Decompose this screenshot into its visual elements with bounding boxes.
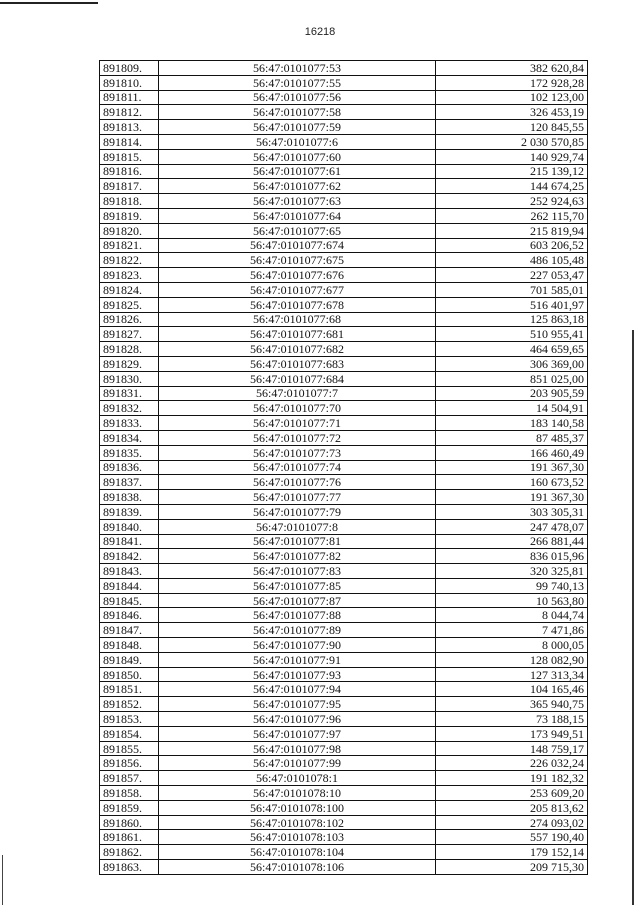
table-row — [100, 638, 588, 653]
cadastral-value-cell: 486 105,48 — [436, 253, 588, 268]
table-row — [100, 845, 588, 860]
table-row — [100, 164, 588, 179]
cadastral-number-cell: 56:47:0101078:1 — [159, 771, 436, 786]
row-number-cell: 891855. — [100, 741, 159, 756]
cadastral-value-cell: 2 030 570,85 — [436, 134, 588, 149]
table-body — [100, 61, 588, 875]
cadastral-value-cell: 191 182,32 — [436, 771, 588, 786]
cadastral-value-cell: 102 123,00 — [436, 90, 588, 105]
table-row — [100, 771, 588, 786]
row-number-cell: 891818. — [100, 194, 159, 209]
row-number-cell: 891860. — [100, 815, 159, 830]
row-number-cell: 891828. — [100, 342, 159, 357]
row-number-cell: 891816. — [100, 164, 159, 179]
cadastral-number-cell: 56:47:0101077:53 — [159, 61, 436, 76]
cadastral-number-cell: 56:47:0101077:59 — [159, 120, 436, 135]
row-number-cell: 891825. — [100, 297, 159, 312]
table-row — [100, 401, 588, 416]
table-row — [100, 697, 588, 712]
table-row — [100, 268, 588, 283]
cadastral-value-cell: 320 325,81 — [436, 564, 588, 579]
table-row — [100, 356, 588, 371]
cadastral-number-cell: 56:47:0101078:10 — [159, 786, 436, 801]
row-number-cell: 891824. — [100, 282, 159, 297]
table-row — [100, 297, 588, 312]
cadastral-value-cell: 247 478,07 — [436, 519, 588, 534]
row-number-cell: 891836. — [100, 460, 159, 475]
cadastral-value-cell: 104 165,46 — [436, 682, 588, 697]
table-row — [100, 593, 588, 608]
cadastral-number-cell: 56:47:0101077:58 — [159, 105, 436, 120]
table-row — [100, 371, 588, 386]
row-number-cell: 891811. — [100, 90, 159, 105]
cadastral-value-cell: 160 673,52 — [436, 475, 588, 490]
cadastral-value-cell: 148 759,17 — [436, 741, 588, 756]
row-number-cell: 891846. — [100, 608, 159, 623]
row-number-cell: 891817. — [100, 179, 159, 194]
cadastral-number-cell: 56:47:0101077:70 — [159, 401, 436, 416]
cadastral-number-cell: 56:47:0101077:7 — [159, 386, 436, 401]
cadastral-number-cell: 56:47:0101077:60 — [159, 149, 436, 164]
row-number-cell: 891862. — [100, 845, 159, 860]
cadastral-number-cell: 56:47:0101077:61 — [159, 164, 436, 179]
cadastral-number-cell: 56:47:0101077:76 — [159, 475, 436, 490]
cadastral-value-cell: 127 313,34 — [436, 667, 588, 682]
table-row — [100, 860, 588, 875]
table-row — [100, 416, 588, 431]
table-row — [100, 682, 588, 697]
row-number-cell: 891850. — [100, 667, 159, 682]
cadastral-number-cell: 56:47:0101077:90 — [159, 638, 436, 653]
cadastral-value-cell: 172 928,28 — [436, 75, 588, 90]
table-row — [100, 223, 588, 238]
cadastral-value-cell: 557 190,40 — [436, 830, 588, 845]
row-number-cell: 891820. — [100, 223, 159, 238]
cadastral-number-cell: 56:47:0101077:676 — [159, 268, 436, 283]
table-row — [100, 134, 588, 149]
cadastral-number-cell: 56:47:0101077:6 — [159, 134, 436, 149]
cadastral-value-cell: 252 924,63 — [436, 194, 588, 209]
row-number-cell: 891842. — [100, 549, 159, 564]
table-row — [100, 490, 588, 505]
page-number: 16218 — [304, 26, 336, 38]
row-number-cell: 891856. — [100, 756, 159, 771]
cadastral-number-cell: 56:47:0101077:675 — [159, 253, 436, 268]
cadastral-number-cell: 56:47:0101077:79 — [159, 504, 436, 519]
cadastral-value-cell: 144 674,25 — [436, 179, 588, 194]
cadastral-value-cell: 191 367,30 — [436, 460, 588, 475]
cadastral-value-cell: 140 929,74 — [436, 149, 588, 164]
cadastral-value-cell: 73 188,15 — [436, 712, 588, 727]
row-number-cell: 891845. — [100, 593, 159, 608]
row-number-cell: 891863. — [100, 860, 159, 875]
cadastral-number-cell: 56:47:0101077:97 — [159, 726, 436, 741]
cadastral-number-cell: 56:47:0101077:83 — [159, 564, 436, 579]
cadastral-number-cell: 56:47:0101077:73 — [159, 445, 436, 460]
table-row — [100, 830, 588, 845]
cadastral-number-cell: 56:47:0101077:93 — [159, 667, 436, 682]
table-row — [100, 800, 588, 815]
cadastral-value-cell: 173 949,51 — [436, 726, 588, 741]
cadastral-value-cell: 215 819,94 — [436, 223, 588, 238]
row-number-cell: 891840. — [100, 519, 159, 534]
cadastral-value-cell: 205 813,62 — [436, 800, 588, 815]
cadastral-number-cell: 56:47:0101077:683 — [159, 356, 436, 371]
table-row — [100, 534, 588, 549]
row-number-cell: 891822. — [100, 253, 159, 268]
table-row — [100, 75, 588, 90]
row-number-cell: 891831. — [100, 386, 159, 401]
row-number-cell: 891814. — [100, 134, 159, 149]
table-row — [100, 327, 588, 342]
row-number-cell: 891821. — [100, 238, 159, 253]
row-number-cell: 891844. — [100, 578, 159, 593]
cadastral-value-cell: 306 369,00 — [436, 356, 588, 371]
cadastral-number-cell: 56:47:0101077:96 — [159, 712, 436, 727]
table-row — [100, 652, 588, 667]
row-number-cell: 891809. — [100, 61, 159, 76]
row-number-cell: 891857. — [100, 771, 159, 786]
row-number-cell: 891861. — [100, 830, 159, 845]
cadastral-value-cell: 603 206,52 — [436, 238, 588, 253]
row-number-cell: 891829. — [100, 356, 159, 371]
cadastral-value-cell: 303 305,31 — [436, 504, 588, 519]
table-row — [100, 815, 588, 830]
cadastral-value-cell: 510 955,41 — [436, 327, 588, 342]
cadastral-number-cell: 56:47:0101077:64 — [159, 208, 436, 223]
cadastral-value-cell: 836 015,96 — [436, 549, 588, 564]
table-row — [100, 90, 588, 105]
table-row — [100, 282, 588, 297]
cadastral-number-cell: 56:47:0101077:72 — [159, 430, 436, 445]
cadastral-number-cell: 56:47:0101077:82 — [159, 549, 436, 564]
row-number-cell: 891847. — [100, 623, 159, 638]
table-row — [100, 194, 588, 209]
cadastral-number-cell: 56:47:0101077:94 — [159, 682, 436, 697]
table-row — [100, 460, 588, 475]
row-number-cell: 891835. — [100, 445, 159, 460]
row-number-cell: 891832. — [100, 401, 159, 416]
row-number-cell: 891826. — [100, 312, 159, 327]
cadastral-value-cell: 128 082,90 — [436, 652, 588, 667]
cadastral-number-cell: 56:47:0101077:95 — [159, 697, 436, 712]
cadastral-value-cell: 8 000,05 — [436, 638, 588, 653]
cadastral-number-cell: 56:47:0101077:91 — [159, 652, 436, 667]
right-edge-rule — [632, 330, 634, 905]
cadastral-number-cell: 56:47:0101078:100 — [159, 800, 436, 815]
table-row — [100, 120, 588, 135]
cadastral-value-cell: 179 152,14 — [436, 845, 588, 860]
cadastral-value-cell: 7 471,86 — [436, 623, 588, 638]
cadastral-value-cell: 262 115,70 — [436, 208, 588, 223]
table-row — [100, 253, 588, 268]
cadastral-number-cell: 56:47:0101077:677 — [159, 282, 436, 297]
table-row — [100, 504, 588, 519]
table-row — [100, 519, 588, 534]
cadastral-value-cell: 701 585,01 — [436, 282, 588, 297]
row-number-cell: 891851. — [100, 682, 159, 697]
cadastral-value-cell: 120 845,55 — [436, 120, 588, 135]
cadastral-value-cell: 166 460,49 — [436, 445, 588, 460]
cadastral-number-cell: 56:47:0101077:74 — [159, 460, 436, 475]
cadastral-value-cell: 10 563,80 — [436, 593, 588, 608]
cadastral-number-cell: 56:47:0101077:87 — [159, 593, 436, 608]
row-number-cell: 891852. — [100, 697, 159, 712]
cadastral-number-cell: 56:47:0101077:62 — [159, 179, 436, 194]
cadastral-number-cell: 56:47:0101077:678 — [159, 297, 436, 312]
row-number-cell: 891827. — [100, 327, 159, 342]
row-number-cell: 891848. — [100, 638, 159, 653]
table-row — [100, 608, 588, 623]
cadastral-number-cell: 56:47:0101078:103 — [159, 830, 436, 845]
row-number-cell: 891849. — [100, 652, 159, 667]
cadastral-value-cell: 226 032,24 — [436, 756, 588, 771]
cadastral-number-cell: 56:47:0101078:102 — [159, 815, 436, 830]
row-number-cell: 891813. — [100, 120, 159, 135]
cadastral-number-cell: 56:47:0101077:99 — [159, 756, 436, 771]
table-row — [100, 756, 588, 771]
cadastral-number-cell: 56:47:0101077:81 — [159, 534, 436, 549]
cadastral-value-cell: 87 485,37 — [436, 430, 588, 445]
row-number-cell: 891810. — [100, 75, 159, 90]
cadastral-value-cell: 203 905,59 — [436, 386, 588, 401]
table-row — [100, 623, 588, 638]
cadastral-value-cell: 274 093,02 — [436, 815, 588, 830]
table-row — [100, 105, 588, 120]
row-number-cell: 891833. — [100, 416, 159, 431]
table-row — [100, 149, 588, 164]
cadastral-number-cell: 56:47:0101077:89 — [159, 623, 436, 638]
table-row — [100, 712, 588, 727]
cadastral-number-cell: 56:47:0101077:682 — [159, 342, 436, 357]
table-row — [100, 312, 588, 327]
table-row — [100, 786, 588, 801]
row-number-cell: 891830. — [100, 371, 159, 386]
row-number-cell: 891838. — [100, 490, 159, 505]
row-number-cell: 891834. — [100, 430, 159, 445]
table-row — [100, 386, 588, 401]
cadastral-number-cell: 56:47:0101077:63 — [159, 194, 436, 209]
cadastral-number-cell: 56:47:0101077:65 — [159, 223, 436, 238]
cadastral-number-cell: 56:47:0101077:684 — [159, 371, 436, 386]
row-number-cell: 891815. — [100, 149, 159, 164]
table-row — [100, 726, 588, 741]
cadastral-value-table — [99, 60, 588, 875]
cadastral-number-cell: 56:47:0101077:71 — [159, 416, 436, 431]
cadastral-number-cell: 56:47:0101077:681 — [159, 327, 436, 342]
cadastral-value-cell: 365 940,75 — [436, 697, 588, 712]
row-number-cell: 891837. — [100, 475, 159, 490]
table-row — [100, 475, 588, 490]
row-number-cell: 891823. — [100, 268, 159, 283]
cadastral-value-cell: 382 620,84 — [436, 61, 588, 76]
cadastral-number-cell: 56:47:0101078:104 — [159, 845, 436, 860]
top-left-rule — [0, 2, 98, 4]
table-row — [100, 179, 588, 194]
cadastral-value-cell: 851 025,00 — [436, 371, 588, 386]
table-row — [100, 564, 588, 579]
row-number-cell: 891853. — [100, 712, 159, 727]
cadastral-number-cell: 56:47:0101077:674 — [159, 238, 436, 253]
left-edge-rule — [2, 855, 3, 905]
cadastral-value-cell: 227 053,47 — [436, 268, 588, 283]
cadastral-value-cell: 8 044,74 — [436, 608, 588, 623]
row-number-cell: 891858. — [100, 786, 159, 801]
cadastral-number-cell: 56:47:0101077:98 — [159, 741, 436, 756]
cadastral-number-cell: 56:47:0101077:56 — [159, 90, 436, 105]
cadastral-value-cell: 464 659,65 — [436, 342, 588, 357]
cadastral-value-cell: 191 367,30 — [436, 490, 588, 505]
cadastral-number-cell: 56:47:0101078:106 — [159, 860, 436, 875]
table-row — [100, 238, 588, 253]
cadastral-number-cell: 56:47:0101077:77 — [159, 490, 436, 505]
cadastral-number-cell: 56:47:0101077:55 — [159, 75, 436, 90]
cadastral-value-cell: 253 609,20 — [436, 786, 588, 801]
table-row — [100, 342, 588, 357]
cadastral-value-cell: 266 881,44 — [436, 534, 588, 549]
cadastral-value-cell: 99 740,13 — [436, 578, 588, 593]
table-row — [100, 549, 588, 564]
row-number-cell: 891841. — [100, 534, 159, 549]
cadastral-value-cell: 516 401,97 — [436, 297, 588, 312]
cadastral-number-cell: 56:47:0101077:8 — [159, 519, 436, 534]
cadastral-value-cell: 125 863,18 — [436, 312, 588, 327]
row-number-cell: 891843. — [100, 564, 159, 579]
cadastral-value-cell: 209 715,30 — [436, 860, 588, 875]
table-row — [100, 445, 588, 460]
row-number-cell: 891854. — [100, 726, 159, 741]
table-row — [100, 208, 588, 223]
cadastral-number-cell: 56:47:0101077:68 — [159, 312, 436, 327]
cadastral-value-cell: 14 504,91 — [436, 401, 588, 416]
table-row — [100, 578, 588, 593]
table-row — [100, 741, 588, 756]
table-row — [100, 667, 588, 682]
table-row — [100, 61, 588, 76]
row-number-cell: 891812. — [100, 105, 159, 120]
cadastral-value-cell: 215 139,12 — [436, 164, 588, 179]
cadastral-number-cell: 56:47:0101077:85 — [159, 578, 436, 593]
row-number-cell: 891839. — [100, 504, 159, 519]
cadastral-value-cell: 326 453,19 — [436, 105, 588, 120]
table-row — [100, 430, 588, 445]
row-number-cell: 891819. — [100, 208, 159, 223]
cadastral-value-cell: 183 140,58 — [436, 416, 588, 431]
row-number-cell: 891859. — [100, 800, 159, 815]
cadastral-number-cell: 56:47:0101077:88 — [159, 608, 436, 623]
